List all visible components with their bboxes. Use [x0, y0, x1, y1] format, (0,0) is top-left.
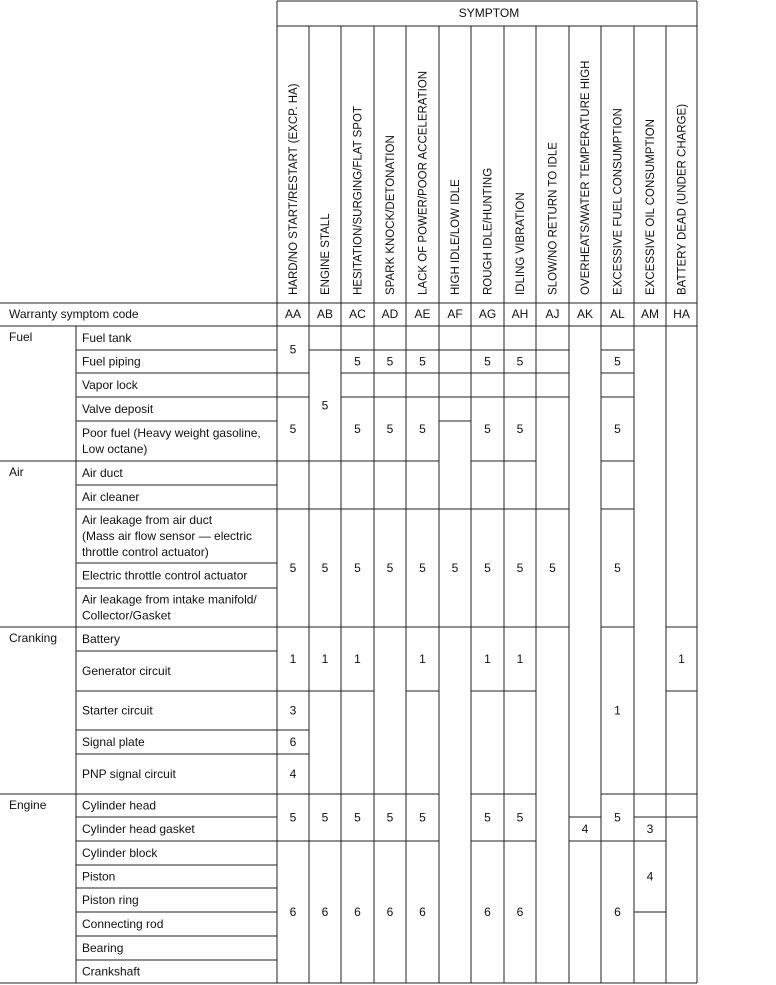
symptom-label: OVERHEATS/WATER TEMPERATURE HIGH	[580, 60, 592, 295]
symptom-label: HESITATION/SURGING/FLAT SPOT	[352, 106, 365, 295]
component-item: Cylinder head gasket	[82, 822, 195, 836]
matrix-value: 5	[516, 810, 524, 825]
symptom-label: ROUGH IDLE/HUNTING	[482, 167, 495, 295]
matrix-value: 5	[321, 398, 329, 413]
matrix-value: 5	[614, 810, 621, 825]
matrix-value: 5	[614, 561, 621, 575]
component-item: (Mass air flow sensor — electric	[82, 529, 253, 543]
symptom-label: SLOW/NO RETURN TO IDLE	[547, 142, 560, 295]
symptom-code: AL	[610, 307, 625, 321]
component-item: Generator circuit	[82, 664, 171, 678]
matrix-value: 5	[289, 561, 297, 575]
component-item: Vapor lock	[82, 378, 138, 392]
component-item: Electric throttle control actuator	[82, 568, 248, 583]
symptom-code: AM	[641, 307, 659, 321]
component-item: Piston	[82, 869, 116, 884]
matrix-value: 5	[516, 561, 524, 575]
matrix-value: 1	[678, 652, 685, 666]
matrix-value: 5	[386, 422, 394, 436]
matrix-value: 5	[289, 422, 297, 436]
matrix-value: 6	[419, 905, 426, 919]
matrix-value: 5	[516, 354, 524, 369]
matrix-value: 6	[289, 735, 297, 749]
symptom-code: AB	[316, 307, 334, 321]
component-item: Cylinder block	[82, 846, 158, 860]
matrix-value: 4	[289, 767, 297, 781]
component-item: Cylinder head	[82, 798, 157, 813]
matrix-value: 5	[289, 810, 297, 825]
matrix-value: 5	[516, 422, 524, 436]
symptom-label: EXCESSIVE FUEL CONSUMPTION	[612, 108, 625, 295]
symptom-label: ENGINE STALL	[320, 213, 332, 295]
matrix-value: 5	[386, 810, 394, 825]
component-item: Fuel tank	[82, 331, 132, 345]
symptom-code: AD	[381, 307, 399, 321]
matrix-value: 6	[484, 905, 491, 919]
matrix-values	[290, 343, 686, 920]
matrix-value: 1	[321, 652, 329, 666]
component-item: Bearing	[82, 941, 124, 955]
matrix-value: 5	[549, 561, 556, 575]
component-item: Valve deposit	[82, 402, 154, 416]
matrix-value: 5	[354, 810, 361, 825]
matrix-value: 5	[451, 561, 459, 575]
component-item: Air cleaner	[82, 490, 140, 504]
matrix-value: 1	[614, 703, 621, 718]
symptom-column-labels	[288, 61, 689, 296]
matrix-value: 6	[354, 905, 361, 919]
component-item: Air duct	[82, 466, 123, 480]
symptom-code: AK	[576, 307, 594, 321]
symptom-label: HARD/NO START/RESTART (EXCP. HA)	[288, 83, 300, 295]
matrix-value: 1	[484, 652, 491, 666]
warranty-symptom-code-label: Warranty symptom code	[9, 307, 139, 321]
matrix-value: 5	[386, 561, 394, 575]
symptom-label: SPARK KNOCK/DETONATION	[385, 135, 397, 295]
component-item: Battery	[82, 632, 121, 646]
symptom-code: AG	[478, 307, 497, 321]
symptom-label: BATTERY DEAD (UNDER CHARGE)	[676, 103, 689, 295]
component-item: Air leakage from air duct	[82, 513, 213, 527]
symptom-label: EXCESSIVE OIL CONSUMPTION	[645, 119, 657, 295]
symptom-label: HIGH IDLE/LOW IDLE	[450, 179, 462, 295]
matrix-value: 5	[419, 810, 426, 825]
symptom-code: AA	[284, 307, 302, 321]
matrix-value: 5	[354, 561, 361, 575]
component-item: Crankshaft	[82, 964, 141, 979]
matrix-value: 5	[484, 354, 491, 369]
symptom-label: IDLING VIBRATION	[515, 192, 527, 295]
symptom-code-row	[285, 307, 690, 321]
component-item: Signal plate	[82, 735, 145, 749]
matrix-value: 5	[419, 354, 426, 369]
symptom-code: AC	[349, 307, 366, 321]
matrix-value: 5	[614, 354, 621, 369]
component-item: Connecting rod	[82, 917, 164, 931]
symptom-label: LACK OF POWER/POOR ACCELERATION	[417, 70, 430, 295]
matrix-value: 1	[419, 652, 426, 666]
component-item: throttle control actuator)	[82, 545, 209, 559]
symptom-code: AH	[511, 307, 529, 321]
matrix-value: 5	[484, 810, 491, 825]
matrix-value: 3	[646, 822, 654, 836]
matrix-value: 3	[289, 703, 297, 718]
matrix-value: 5	[354, 422, 361, 436]
matrix-value: 5	[484, 561, 491, 575]
matrix-value: 5	[419, 422, 426, 436]
matrix-value: 4	[646, 869, 654, 884]
component-item: Low octane)	[82, 442, 148, 456]
matrix-value: 4	[581, 822, 589, 836]
component-item: Piston ring	[82, 893, 139, 907]
matrix-value: 6	[321, 905, 329, 919]
matrix-value: 5	[321, 810, 329, 825]
matrix-value: 5	[614, 422, 621, 436]
matrix-value: 6	[386, 905, 394, 919]
component-item: Poor fuel (Heavy weight gasoline,	[82, 426, 261, 440]
matrix-value: 5	[419, 561, 426, 575]
symptom-code: HA	[673, 307, 690, 321]
symptom-code: AJ	[545, 307, 560, 321]
matrix-value: 1	[516, 652, 524, 666]
component-item: Collector/Gasket	[82, 608, 171, 623]
component-item: PNP signal circuit	[82, 767, 176, 781]
group-label: Fuel	[9, 330, 33, 344]
matrix-value: 1	[289, 652, 297, 666]
symptom-header-title: SYMPTOM	[458, 6, 520, 20]
matrix-value: 5	[354, 354, 361, 369]
matrix-value: 6	[614, 905, 621, 919]
symptom-code: AF	[447, 307, 463, 321]
component-item-labels	[82, 331, 261, 979]
matrix-value: 5	[289, 342, 297, 357]
component-item: Starter circuit	[82, 703, 153, 718]
symptom-code: AE	[414, 307, 431, 321]
component-item: Air leakage from intake manifold/	[82, 592, 257, 607]
matrix-value: 6	[289, 905, 297, 919]
matrix-value: 5	[386, 354, 394, 369]
matrix-value: 6	[516, 905, 524, 919]
group-label: Cranking	[9, 631, 58, 645]
component-item: Fuel piping	[82, 354, 141, 369]
group-label: Air	[9, 465, 24, 479]
system-group-labels	[9, 330, 57, 812]
matrix-value: 5	[484, 422, 491, 436]
group-label: Engine	[9, 798, 47, 812]
matrix-value: 1	[354, 652, 361, 666]
matrix-value: 5	[321, 561, 329, 575]
